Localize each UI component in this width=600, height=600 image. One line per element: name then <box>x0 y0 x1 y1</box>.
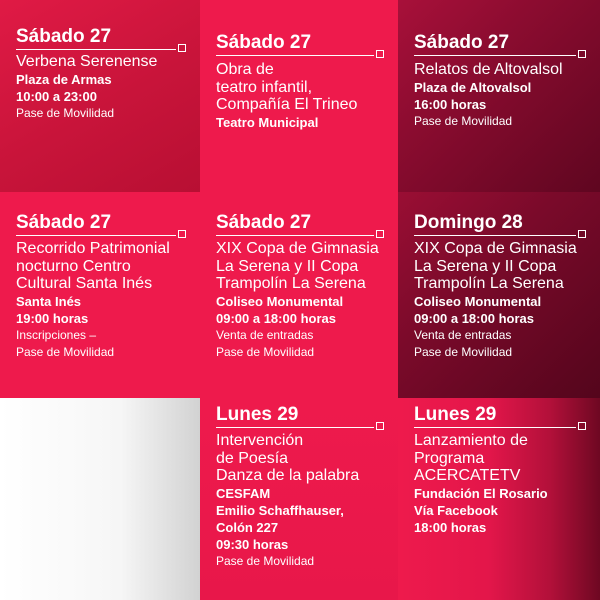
event-title: Cultural Santa Inés <box>16 275 153 292</box>
event-venue: Teatro Municipal <box>216 114 319 130</box>
event-venue: Colón 227 <box>216 519 279 535</box>
event-venue: Coliseo Monumental <box>216 293 344 309</box>
event-time: 09:00 a 18:00 horas <box>216 310 336 326</box>
square-icon <box>376 422 384 430</box>
event-day: Domingo 28 <box>414 212 523 233</box>
event-title: Recorrido Patrimonial <box>16 240 170 257</box>
header-rule <box>216 55 374 56</box>
header-rule <box>414 55 576 56</box>
event-venue: CESFAM <box>216 485 271 501</box>
event-day: Sábado 27 <box>414 32 510 53</box>
event-note: Venta de entradas <box>414 327 512 342</box>
event-day: Sábado 27 <box>16 26 112 47</box>
card-header <box>414 212 586 234</box>
event-card <box>398 398 600 600</box>
header-rule <box>414 235 576 236</box>
event-title: Compañía El Trineo <box>216 96 358 113</box>
event-details <box>414 240 596 361</box>
event-title: Trampolín La Serena <box>414 275 564 292</box>
event-details <box>216 240 394 361</box>
event-venue: Vía Facebook <box>414 502 498 518</box>
event-title: teatro infantil, <box>216 78 313 96</box>
event-details <box>16 240 196 361</box>
card-header <box>216 212 384 234</box>
event-note: Venta de entradas <box>216 327 314 342</box>
header-rule <box>414 427 576 428</box>
event-time: 18:00 horas <box>414 519 487 535</box>
event-title: ACERCATETV <box>414 467 521 484</box>
square-icon <box>178 44 186 52</box>
event-time: 09:30 horas <box>216 536 289 552</box>
card-header <box>414 404 586 426</box>
card-header <box>216 32 384 54</box>
event-day: Sábado 27 <box>216 32 312 53</box>
event-title: Trampolín La Serena <box>216 275 366 292</box>
event-note: Pase de Movilidad <box>216 553 315 568</box>
event-venue: Emilio Schaffhauser, <box>216 502 344 518</box>
event-title: Danza de la palabra <box>216 467 360 484</box>
event-title: Lanzamiento de <box>414 432 528 449</box>
event-note: Inscripciones – <box>16 327 97 342</box>
event-day: Lunes 29 <box>414 404 497 425</box>
event-time: 10:00 a 23:00 <box>16 88 97 104</box>
event-note: Pase de Movilidad <box>16 105 115 120</box>
header-rule <box>216 235 374 236</box>
header-rule <box>16 235 176 236</box>
card-header <box>216 404 384 426</box>
square-icon <box>578 50 586 58</box>
square-icon <box>376 50 384 58</box>
square-icon <box>376 230 384 238</box>
event-note: Pase de Movilidad <box>414 113 513 128</box>
event-card <box>200 192 398 398</box>
blank-tile <box>0 398 200 600</box>
event-venue: Santa Inés <box>16 293 82 309</box>
event-title: Verbena Serenense <box>16 53 158 70</box>
event-card <box>0 0 200 192</box>
card-header <box>16 26 186 48</box>
event-time: 16:00 horas <box>414 96 487 112</box>
event-title: Obra de <box>216 61 274 78</box>
event-details <box>216 61 394 131</box>
event-day: Sábado 27 <box>16 212 112 233</box>
event-title: XIX Copa de Gimnasia <box>216 240 379 257</box>
square-icon <box>578 422 586 430</box>
event-details <box>216 432 394 570</box>
event-title: Relatos de Altovalsol <box>414 61 563 78</box>
event-note: Pase de Movilidad <box>216 344 315 359</box>
header-rule <box>16 49 176 50</box>
event-card <box>200 398 398 600</box>
event-details <box>414 61 596 130</box>
event-note: Pase de Movilidad <box>16 344 115 359</box>
event-card <box>398 192 600 398</box>
card-header <box>414 32 586 54</box>
event-title: Intervención <box>216 432 304 449</box>
event-note: Pase de Movilidad <box>414 344 513 359</box>
event-card <box>200 0 398 192</box>
event-venue: Plaza de Armas <box>16 71 112 87</box>
event-venue: Plaza de Altovalsol <box>414 79 532 95</box>
event-card <box>0 192 200 398</box>
event-details <box>16 53 196 122</box>
card-header <box>16 212 186 234</box>
event-details <box>414 432 596 536</box>
square-icon <box>178 230 186 238</box>
event-title: Programa <box>414 449 485 467</box>
event-time: 19:00 horas <box>16 310 89 326</box>
event-day: Lunes 29 <box>216 404 299 425</box>
square-icon <box>578 230 586 238</box>
event-title: de Poesía <box>216 449 289 467</box>
event-title: La Serena y II Copa <box>216 257 359 275</box>
event-card <box>398 0 600 192</box>
header-rule <box>216 427 374 428</box>
event-day: Sábado 27 <box>216 212 312 233</box>
event-title: nocturno Centro <box>16 257 131 275</box>
event-time: 09:00 a 18:00 horas <box>414 310 534 326</box>
event-venue: Coliseo Monumental <box>414 293 542 309</box>
event-venue: Fundación El Rosario <box>414 485 548 501</box>
event-title: XIX Copa de Gimnasia <box>414 240 577 257</box>
event-title: La Serena y II Copa <box>414 257 557 275</box>
